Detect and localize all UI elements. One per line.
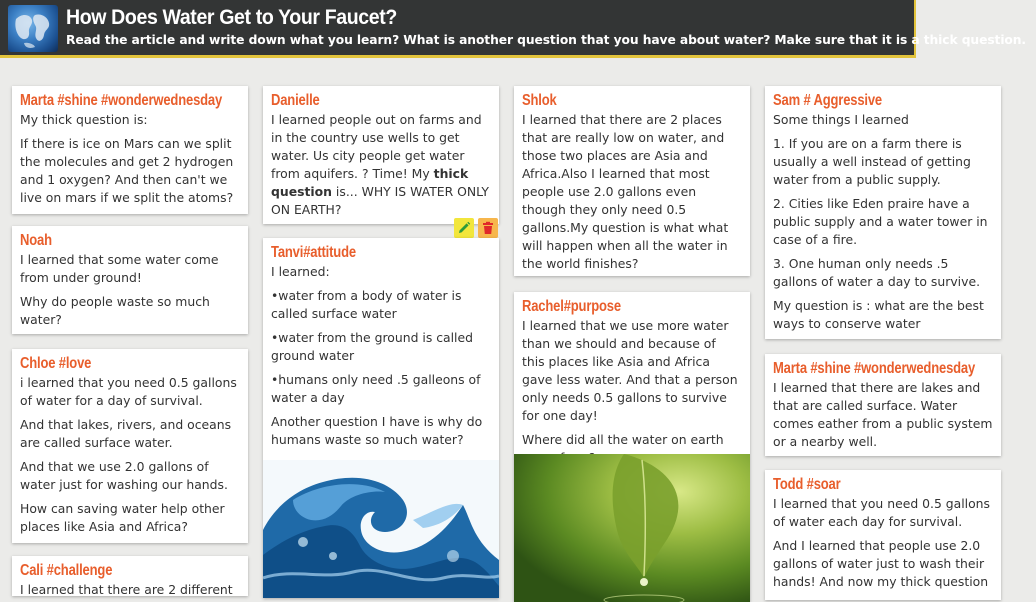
post-text: And that we use 2.0 gallons of water just for washing our hands. [20,459,228,492]
post-text: If there is ice on Mars can we split the molecules and get 2 hydrogen and 1 oxygen? And then can't we live on mars if we split the atoms? [20,136,234,205]
globe-icon [8,5,58,52]
post-text: I learned that there are 2 places that are really low on water, and those two places are Asia and Africa.Also I learned that most people use 2.0 gallons even though they only need 0.5 gallons.My question is what what will happen when all the water in the world finishes? [522,112,729,271]
post-author: Chloe #love [20,355,92,372]
post-text: And I learned that people use 2.0 gallons of water just to wash their hands! And now my thick question [773,538,989,589]
trash-icon[interactable] [478,218,498,238]
post-author: Marta #shine #wonderwednesday [20,92,223,109]
post-text: My thick question is: [20,112,148,127]
post-card[interactable] [12,349,248,543]
ocean-wave-image [263,460,499,598]
post-author: Cali #challenge [20,562,113,579]
post-author: Shlok [522,92,557,109]
post-card[interactable] [765,354,1001,456]
post-text: 3. One human only needs .5 gallons of water a day to survive. [773,256,981,289]
post-text-bold: thick question [271,166,469,199]
leaf-water-drop-image [514,454,750,602]
post-text: And that lakes, rivers, and oceans are called surface water. [20,417,232,450]
post-card[interactable] [263,238,499,598]
pencil-icon[interactable] [454,218,474,238]
post-text: Another question I have is why do humans waste so much water? [271,414,483,447]
post-author: Sam # Aggressive [773,92,883,109]
post-toolbar [454,218,500,238]
post-author: Rachel#purpose [522,298,621,315]
post-author: Noah [20,232,52,249]
post-card[interactable] [765,470,1001,600]
post-card[interactable] [12,226,248,334]
post-card[interactable] [12,556,248,596]
post-author: Marta #shine #wonderwednesday [773,360,976,377]
post-text: Some things I learned [773,112,909,127]
post-author: Danielle [271,92,320,109]
post-text: I learned that you need 0.5 gallons of water each day for survival. [773,496,990,529]
post-text: •humans only need .5 galleons of water a day [271,372,481,405]
post-text: I learned: [271,264,330,279]
post-author: Todd #soar [773,476,841,493]
post-text: How can saving water help other places like Asia and Africa? [20,501,225,534]
post-text: 1. If you are on a farm there is usually a well instead of getting water from a public supply. [773,136,971,187]
post-text [271,111,491,219]
post-text: I learned that there are lakes and that are called surface. Water comes eather from a public system or a nearby well. [773,380,993,449]
post-text: •water from a body of water is called surface water [271,288,462,321]
wall-title: How Does Water Get to Your Faucet? [66,6,397,29]
post-text-start: I learned people out on farms and in the country use wells to get water. Us city people get water from aquifers. ? Time! My [271,112,482,181]
post-text-end: is... WHY IS WATER ONLY ON EARTH? [271,184,489,217]
post-text: I learned that we use more water than we should and because of this places like Asia and Africa gave less water. And that a person only needs 0.5 gallons to survive for one day! [522,318,738,423]
post-text: Where did all the water on earth [522,432,724,447]
post-text: i learned that you need 0.5 gallons of water for a day of survival. [20,375,237,408]
wall-header [0,0,1027,58]
post-card-selected[interactable] [263,86,499,224]
post-text: •water from the ground is called ground water [271,330,473,363]
post-card[interactable] [514,86,750,276]
post-text: 2. Cities like Eden praire have a public supply and a water tower in case of a fire. [773,196,988,247]
post-text: I learned that there are 2 different [20,582,233,596]
post-text: I learned that some water come from under ground! [20,252,219,285]
post-card[interactable] [765,86,1001,339]
post-text: Why do people waste so much water? [20,294,210,327]
post-text: My question is : what are the best ways to conserve water [773,298,984,331]
wall-description: Read the article and write down what you learn? What is another question that you have about water? Make sure that it is a thick question. [66,33,1027,47]
post-card[interactable] [514,292,750,602]
post-author: Tanvi#attitude [271,244,356,261]
post-card[interactable] [12,86,248,214]
